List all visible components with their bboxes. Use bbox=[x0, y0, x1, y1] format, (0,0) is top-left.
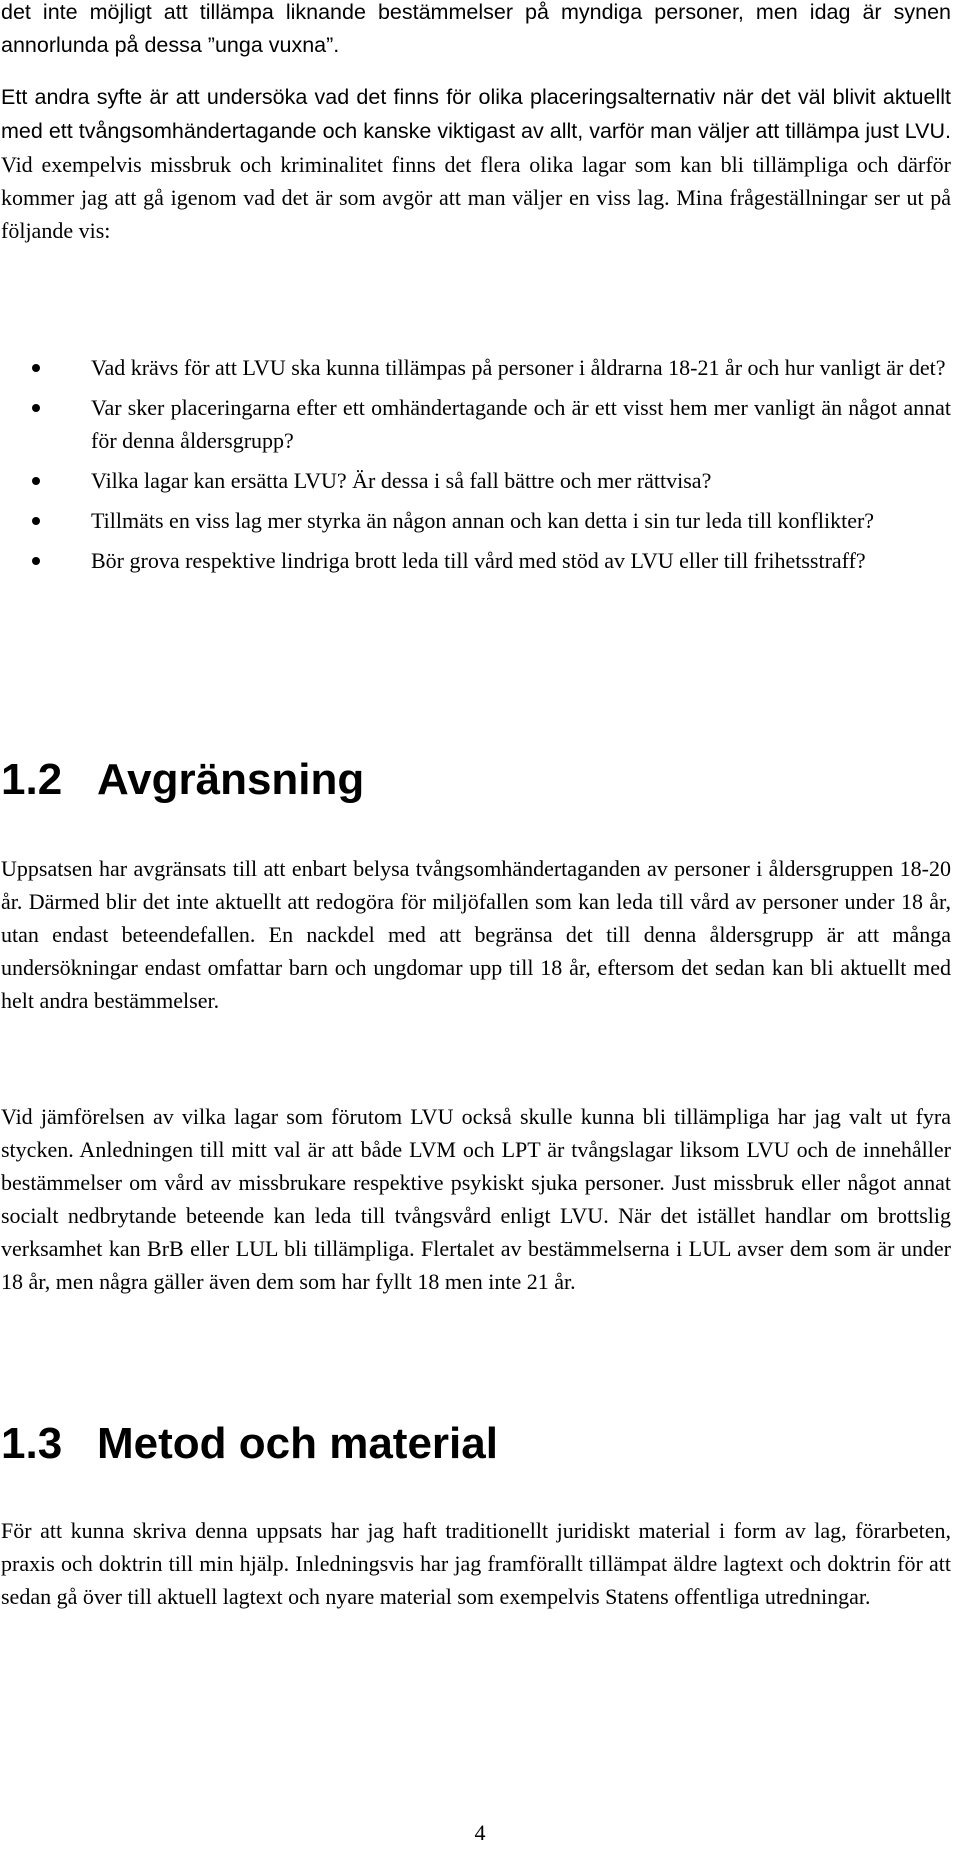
delimitation-paragraph-2: Vid jämförelsen av vilka lagar som förutom LVU också skulle kunna bli tillämpliga har jag valt ut fyra stycken. Anledningen till mitt val är att både LVM och LPT är tvångslagar liksom LVU och de innehåller bestämmelser om vård av missbrukare respektive psykiskt sjuka personer. Just missbruk eller något annat socialt nedbrytande beteende kan leda till tvångsvård enligt LVU. När det istället handlar om brottslig verksamhet kan BrB eller LUL bli tillämpliga. Flertalet av bestämmelserna i LUL avser dem som är under 18 år, men några gäller även dem som har fyllt 18 men inte 21 år. bbox=[1, 1104, 951, 1294]
question-text: Tillmäts en viss lag mer styrka än någon annan och kan detta i sin tur leda till konflikter? bbox=[91, 508, 875, 533]
top-paragraph: det inte möjligt att tillämpa liknande bestämmelser på myndiga personer, men idag är synen annorlunda på dessa ”unga vuxna”. bbox=[1, 0, 951, 57]
delimitation-paragraph-1: Uppsatsen har avgränsats till att enbart belysa tvångsomhändertaganden av personer i åldersgruppen 18-20 år. Därmed blir det inte aktuellt att redogöra för miljöfallen som kan leda till vård av personer under 18 år, utan endast beteendefallen. En nackdel med att begränsa det till denna åldersgrupp är att många undersökningar endast omfattar barn och ungdomar upp till 18 år, eftersom det sedan kan bli aktuellt med helt andra bestämmelser. bbox=[1, 856, 951, 1013]
list-item bbox=[1, 544, 951, 577]
bullet-icon bbox=[32, 477, 40, 485]
list-item bbox=[1, 464, 951, 497]
section-title: Avgränsning bbox=[97, 755, 365, 804]
bullet-icon bbox=[32, 557, 40, 565]
section-heading-avgransning bbox=[1, 755, 364, 805]
bullet-icon bbox=[32, 404, 40, 412]
section-number: 1.3 bbox=[1, 1419, 63, 1468]
page-number: 4 bbox=[474, 1820, 486, 1845]
question-text: Bör grova respektive lindriga brott leda till vård med stöd av LVU eller till frihetsstraff? bbox=[91, 548, 866, 573]
question-text: Var sker placeringarna efter ett omhändertagande och är ett visst hem mer vanligt än något annat för denna åldersgrupp? bbox=[91, 395, 951, 453]
purpose-paragraph-sans-part: Ett andra syfte är att undersöka vad det finns för olika placeringsalternativ när det väl blivit aktuellt med ett tvångsomhändertagande och kanske viktigast av allt, varför man väljer att tillämpa just LVU. bbox=[1, 85, 951, 143]
research-questions-list bbox=[1, 351, 951, 584]
section-number: 1.2 bbox=[1, 755, 63, 804]
section-heading-metod bbox=[1, 1419, 498, 1469]
purpose-paragraph bbox=[1, 80, 951, 247]
bullet-icon bbox=[32, 364, 40, 372]
section-title: Metod och material bbox=[97, 1419, 498, 1468]
purpose-paragraph-serif-part: Vid exempelvis missbruk och kriminalitet finns det flera olika lagar som kan bli tillämpliga och därför kommer jag att gå igenom vad det är som avgör att man väljer en viss lag. Mina frågeställningar ser ut på följande vis: bbox=[1, 152, 951, 243]
list-item bbox=[1, 351, 951, 384]
bullet-icon bbox=[32, 517, 40, 525]
method-paragraph: För att kunna skriva denna uppsats har jag haft traditionellt juridiskt material i form av lag, förarbeten, praxis och doktrin till min hjälp. Inledningsvis har jag framförallt tillämpat äldre lagtext och doktrin för att sedan gå över till aktuell lagtext och nyare material som exempelvis Statens offentliga utredningar. bbox=[1, 1518, 951, 1609]
question-text: Vad krävs för att LVU ska kunna tillämpas på personer i åldrarna 18-21 år och hur vanligt är det? bbox=[91, 355, 946, 380]
list-item bbox=[1, 504, 951, 537]
question-text: Vilka lagar kan ersätta LVU? Är dessa i så fall bättre och mer rättvisa? bbox=[91, 468, 712, 493]
list-item bbox=[1, 391, 951, 457]
